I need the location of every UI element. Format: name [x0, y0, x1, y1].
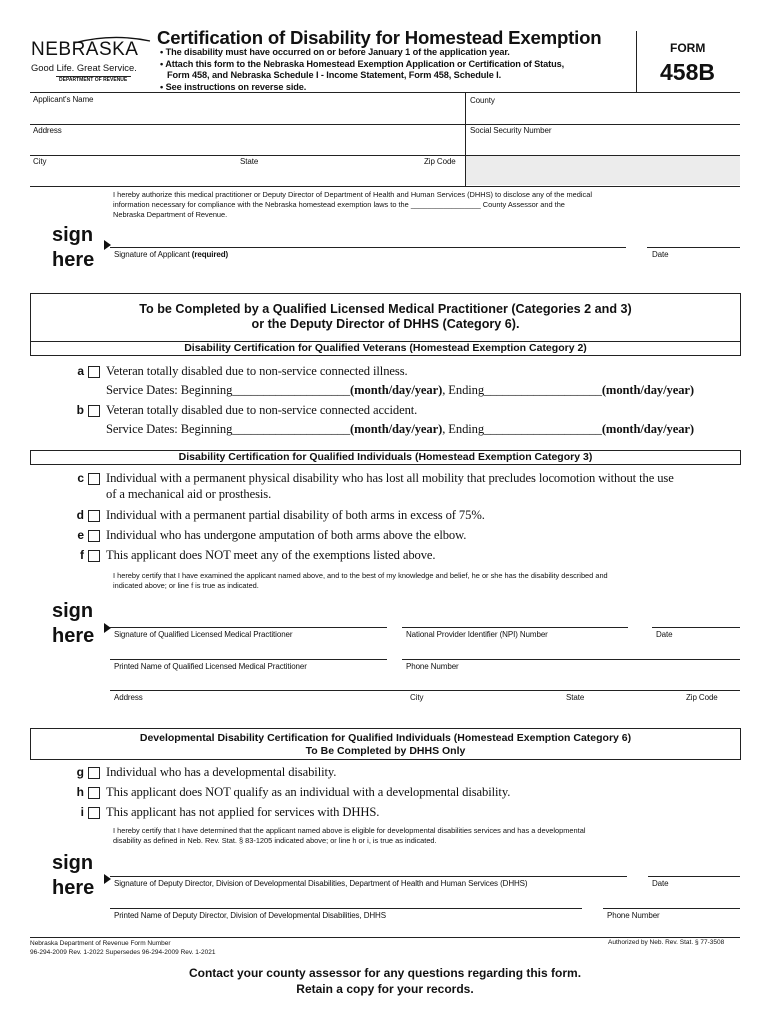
authorization-text	[113, 190, 592, 220]
practitioner-address-field[interactable]	[110, 674, 740, 690]
sign-here-dhhs	[52, 851, 94, 901]
applicant-signature-field[interactable]	[110, 228, 626, 247]
practitioner-date-field[interactable]	[652, 611, 740, 627]
option-i-letter: i	[80, 805, 84, 819]
option-d-letter: d	[76, 508, 84, 522]
dhhs-certify-text	[113, 826, 585, 846]
option-g-checkbox[interactable]	[88, 767, 100, 779]
sign-here-applicant	[52, 223, 94, 273]
option-c-checkbox[interactable]	[88, 473, 100, 485]
practitioner-date-label: Date	[656, 630, 673, 639]
form-number: 458B	[660, 59, 715, 85]
applicant-date-field[interactable]	[647, 228, 740, 247]
option-g-text: Individual who has a developmental disability.	[106, 765, 337, 779]
dhhs-phone-label: Phone Number	[607, 911, 660, 920]
practitioner-certify-line-1: I hereby certify that I have examined the applicant named above, and to the best of my knowledge and belief, he or she has the disability described and	[113, 571, 608, 580]
service-dates-a-end-format: (month/day/year)	[601, 383, 694, 397]
option-c-letter: c	[77, 471, 84, 485]
state-label: State	[240, 157, 259, 166]
form-title: Certification of Disability for Homestead Exemption	[157, 27, 602, 48]
option-d-text: Individual with a permanent partial disability of both arms in excess of 75%.	[106, 508, 485, 522]
npi-field[interactable]	[402, 611, 628, 627]
county-field[interactable]	[466, 93, 740, 123]
individuals-heading: Disability Certification for Qualified Individuals (Homestead Exemption Category 3)	[30, 450, 741, 465]
state-field[interactable]	[238, 156, 418, 185]
service-dates-b-begin: Service Dates: Beginning___________________	[106, 422, 351, 436]
required-note: (required)	[191, 250, 229, 259]
npi-label: National Provider Identifier (NPI) Number	[406, 630, 548, 639]
service-dates-b-begin-field[interactable]	[237, 422, 363, 437]
developmental-heading-line-2: To Be Completed by DHHS Only	[305, 744, 466, 757]
logo-department: DEPARTMENT OF REVENUE	[59, 77, 128, 83]
practitioner-phone-label: Phone Number	[406, 662, 459, 671]
county-label: County	[470, 96, 495, 105]
applicant-signature-label-text: Signature of Applicant	[114, 250, 192, 259]
authorization-line-1: I hereby authorize this medical practitioner or Deputy Director of Department of Health and Human Services (DHHS) to disclose any of the medical	[113, 190, 592, 199]
dhhs-printed-name-label: Printed Name of Deputy Director, Division of Developmental Disabilities, DHHS	[114, 911, 386, 920]
authorization-line-2: information necessary for compliance with the Nebraska homestead exemption laws to the _________________ County Assessor and the	[113, 200, 565, 209]
option-f-checkbox[interactable]	[88, 550, 100, 562]
practitioner-heading-line-1: To be Completed by a Qualified Licensed Medical Practitioner (Categories 2 and 3)	[139, 302, 632, 316]
veterans-heading: Disability Certification for Qualified Veterans (Homestead Exemption Category 2)	[30, 341, 741, 356]
service-dates-a-end: , Ending___________________	[442, 383, 602, 397]
dhhs-date-label: Date	[652, 879, 669, 888]
here-word-2: here	[52, 625, 95, 647]
city-label: City	[33, 157, 47, 166]
footer-form-number-line-2: 96-294-2009 Rev. 1-2022 Supersedes 96-294-2009 Rev. 1-2021	[30, 949, 216, 956]
address-field[interactable]	[31, 125, 464, 154]
option-c-text-line-1: Individual with a permanent physical disability who has lost all mobility that precludes locomotion without the use	[106, 471, 674, 485]
option-f-text: This applicant does NOT meet any of the exemptions listed above.	[106, 548, 436, 562]
option-b-checkbox[interactable]	[88, 405, 100, 417]
practitioner-state-label: State	[566, 693, 585, 702]
header-bullets	[160, 47, 564, 93]
practitioner-printed-name-label: Printed Name of Qualified Licensed Medical Practitioner	[114, 662, 307, 671]
dhhs-signature-label: Signature of Deputy Director, Division of Developmental Disabilities, Department of Health and Human Services (DHHS)	[114, 879, 528, 888]
practitioner-city-label: City	[410, 693, 424, 702]
applicant-date-label: Date	[652, 250, 669, 259]
authorization-line-3: Nebraska Department of Revenue.	[113, 210, 228, 219]
footer-form-number	[30, 939, 216, 957]
option-e-text: Individual who has undergone amputation of both arms above the elbow.	[106, 528, 467, 542]
zip-label: Zip Code	[424, 157, 456, 166]
logo	[28, 36, 140, 90]
header-bullet-1: • The disability must have occurred on or before January 1 of the application year.	[160, 47, 510, 57]
shaded-box	[466, 156, 740, 185]
practitioner-certify-line-2: indicated above; or line f is true as indicated.	[113, 581, 259, 590]
option-i-text: This applicant has not applied for services with DHHS.	[106, 805, 380, 819]
developmental-heading-line-1: Developmental Disability Certification for Qualified Individuals (Homestead Exemption Category 6)	[139, 732, 632, 744]
dhhs-phone-field[interactable]	[603, 892, 740, 908]
practitioner-zip-label: Zip Code	[686, 693, 718, 702]
header-bullet-2: • Attach this form to the Nebraska Homestead Exemption Application or Certification of Status,	[160, 58, 565, 69]
service-dates-a-begin-field[interactable]	[237, 383, 363, 398]
practitioner-certify-text	[113, 571, 608, 591]
dhhs-printed-name-field[interactable]	[110, 892, 582, 908]
footer-authorized-by: Authorized by Neb. Rev. Stat. § 77-3508	[608, 939, 725, 946]
footer-contact-line-1: Contact your county assessor for any questions regarding this form.	[188, 966, 582, 980]
practitioner-phone-field[interactable]	[402, 643, 740, 659]
sign-word-2: sign	[52, 600, 94, 622]
option-a-text: Veteran totally disabled due to non-service connected illness.	[106, 364, 408, 378]
option-e-letter: e	[77, 528, 84, 542]
option-h-checkbox[interactable]	[88, 787, 100, 799]
here-word: here	[52, 249, 95, 271]
dhhs-certify-line-1: I hereby certify that I have determined that the applicant named above is eligible for developmental disabilities services and has a developmental	[113, 826, 586, 835]
option-d-checkbox[interactable]	[88, 510, 100, 522]
form-label: FORM	[670, 41, 706, 55]
city-field[interactable]	[31, 156, 236, 185]
dhhs-signature-field[interactable]	[110, 860, 627, 876]
logo-tagline: Good Life. Great Service.	[31, 62, 137, 73]
option-f-letter: f	[80, 548, 84, 562]
service-dates-b-end-format: (month/day/year)	[601, 422, 694, 436]
option-a-letter: a	[77, 364, 84, 378]
practitioner-address-label: Address	[114, 693, 143, 702]
option-g-letter: g	[76, 765, 84, 779]
footer-contact	[0, 965, 770, 997]
option-b-text: Veteran totally disabled due to non-service connected accident.	[106, 403, 418, 417]
practitioner-signature-label: Signature of Qualified Licensed Medical Practitioner	[114, 630, 293, 639]
practitioner-signature-field[interactable]	[110, 611, 387, 627]
sign-word: sign	[52, 224, 94, 246]
address-label: Address	[33, 126, 62, 135]
logo-name: NEBRASKA	[31, 39, 139, 60]
service-dates-a-begin-format: (month/day/year)	[350, 383, 443, 397]
option-b-letter: b	[76, 403, 84, 417]
dhhs-date-field[interactable]	[648, 860, 740, 876]
header-bullet-4: • See instructions on reverse side.	[160, 81, 307, 92]
service-dates-b-end-field[interactable]	[500, 422, 625, 437]
option-i-checkbox[interactable]	[88, 807, 100, 819]
applicant-name-label: Applicant's Name	[33, 95, 94, 104]
service-dates-b-begin-format: (month/day/year)	[350, 422, 443, 436]
header-bullet-3: Form 458, and Nebraska Schedule I - Income Statement, Form 458, Schedule I.	[167, 70, 502, 80]
applicant-name-field[interactable]	[31, 93, 464, 123]
option-h-text: This applicant does NOT qualify as an individual with a developmental disability.	[106, 785, 511, 799]
option-e-checkbox[interactable]	[88, 530, 100, 542]
developmental-heading	[30, 732, 741, 757]
practitioner-heading	[30, 302, 741, 332]
footer-form-number-line-1: Nebraska Department of Revenue Form Number	[30, 940, 171, 947]
sign-here-practitioner	[52, 599, 94, 649]
option-c-text	[106, 471, 674, 502]
service-dates-b-end: , Ending___________________	[442, 422, 602, 436]
sign-word-3: sign	[52, 852, 94, 874]
dhhs-certify-line-2: disability as defined in Neb. Rev. Stat. § 83-1205 indicated above; or line h or i, is true as indicated.	[113, 836, 437, 845]
ssn-label: Social Security Number	[470, 126, 552, 135]
option-a-checkbox[interactable]	[88, 366, 100, 378]
service-dates-a-begin: Service Dates: Beginning___________________	[106, 383, 351, 397]
option-h-letter: h	[76, 785, 84, 799]
here-word-3: here	[52, 877, 95, 899]
applicant-signature-label	[114, 250, 228, 259]
practitioner-heading-line-2: or the Deputy Director of DHHS (Category 6).	[251, 317, 520, 331]
practitioner-printed-name-field[interactable]	[110, 643, 387, 659]
option-c-text-line-2: of a mechanical aid or prosthesis.	[106, 486, 272, 501]
footer-contact-line-2: Retain a copy for your records.	[296, 982, 474, 996]
service-dates-a-end-field[interactable]	[500, 383, 625, 398]
